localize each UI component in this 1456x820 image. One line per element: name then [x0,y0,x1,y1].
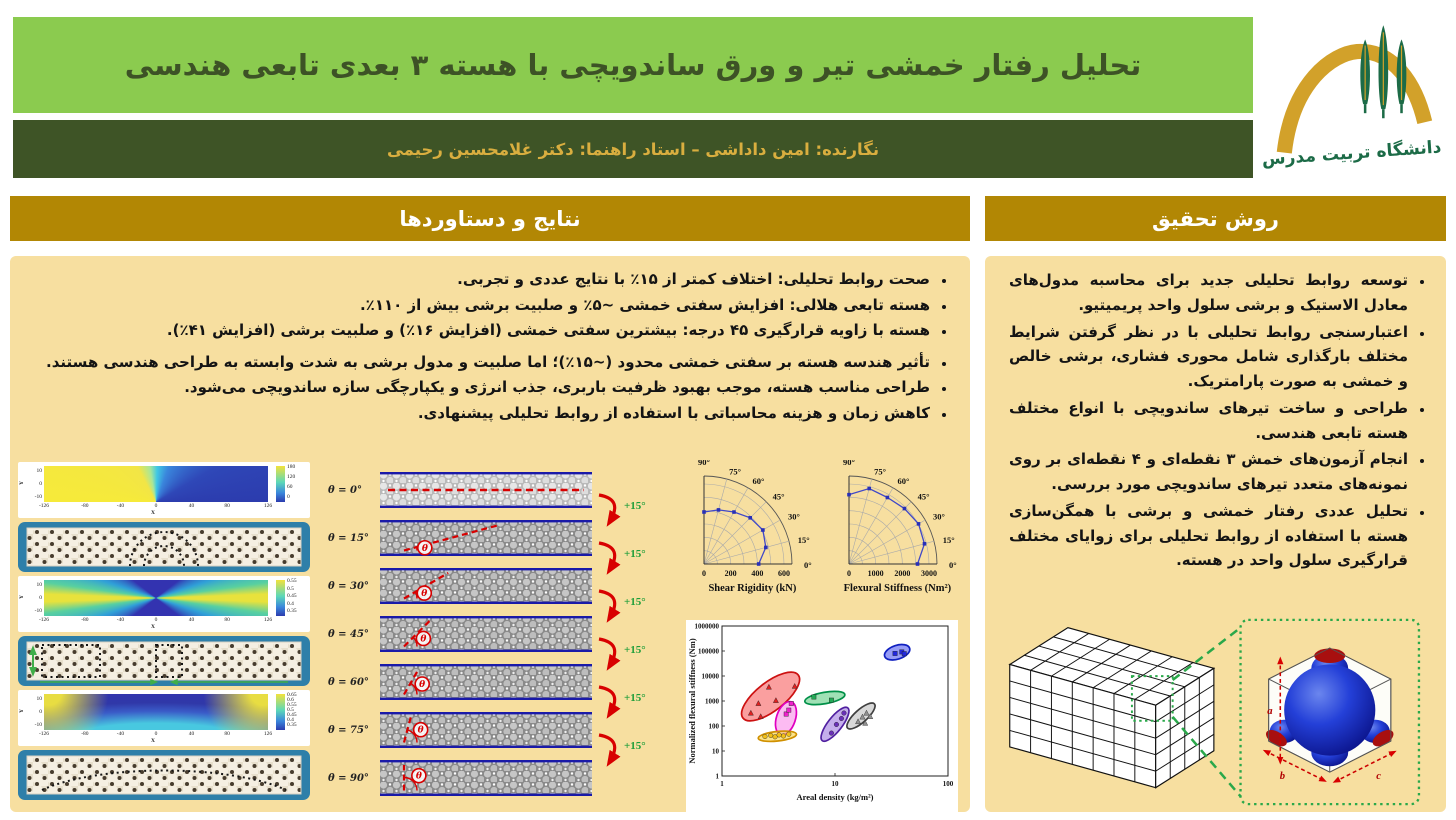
contour-tick-label: 0.4 [287,600,294,607]
svg-text:15°: 15° [942,534,955,545]
rotation-arrow [596,588,646,624]
svg-text:10000: 10000 [701,672,719,681]
colorbar [276,466,285,502]
contour-tick-label: -10 [34,607,42,614]
svg-text:θ: θ [421,543,428,554]
svg-text:75°: 75° [874,466,887,477]
polar1-svg [827,460,970,612]
contour-tick-label: -40 [116,731,125,737]
svg-text:θ: θ [421,589,428,600]
contour-tick-label: -10 [34,493,42,500]
contour-tick-label: -80 [81,731,89,737]
svg-text:1000: 1000 [867,569,884,578]
results-section-header [10,196,970,241]
logo-cypress-trees [1360,25,1406,118]
contour-tick-label: 126 [263,731,273,737]
svg-text:0°: 0° [804,560,812,570]
svg-text:1000: 1000 [705,697,719,706]
svg-text:1: 1 [715,772,719,781]
svg-text:10: 10 [712,747,719,756]
beam-photo-marked-cells [18,636,310,686]
svg-text:0: 0 [702,569,706,578]
rotation-step-label: +15° [624,500,646,512]
method-panel [985,256,1446,812]
logo-caption: دانشگاه تربیت مدرس [1261,137,1443,170]
contour-area-fan [44,466,268,502]
rotation-arrow [596,732,646,768]
strip-angle-label: θ = 75° [328,724,369,736]
method-bullet-item: • طراحی و ساخت تیرهای ساندویچی با انواع مختلف هسته تابعی هندسی. [1009,396,1410,446]
beam-photo-arch-core [18,750,310,800]
curved-arrow-icon [596,492,622,528]
strip-angle-label: θ = 60° [328,676,369,688]
title-banner [13,17,1253,113]
stiffness-density-scatter-chart [686,620,970,818]
contour-tick-label: 0 [154,617,158,623]
svg-text:200: 200 [724,569,737,578]
rotation-arrow [596,684,646,720]
svg-text:0°: 0° [949,560,957,570]
colorbar [276,580,285,616]
contour-tick-label: 10 [36,582,42,589]
contour-tick-label: 0.35 [287,608,297,614]
contour-plot-arch-field [18,690,310,746]
contour-tick-label: -126 [38,617,50,623]
contour-tick-label: 120 [287,474,296,480]
contour-tick-label: 126 [263,503,273,509]
beam-photo-semicircle-core [18,522,310,572]
contour-tick-label: 0 [154,503,158,509]
contour-tick-label: 0.55 [287,702,297,708]
results-bullet-item: • صحت روابط تحلیلی: اختلاف کمتر از ۱۵٪ با نتایج عددی و تجربی. [32,268,932,291]
strip-angle-label: θ = 15° [328,532,369,544]
contour-tick-label: 0 [287,494,290,500]
results-images-column [18,462,310,800]
curved-arrow-icon [596,684,622,720]
contour-tick-label: Y [18,481,25,485]
contour-tick-label: 80 [224,503,230,509]
lattice-block-unit-cell-figure [993,616,1433,808]
contour-tick-label: 60 [287,484,293,490]
method-bullet-item: • توسعه روابط تحلیلی جدید برای محاسبه مدول‌های معادل الاستیک و برشی سلول واحد پریمیتیو. [1009,268,1410,318]
contour-tick-label: X [151,624,155,630]
svg-text:60°: 60° [897,475,910,486]
university-logo [1256,4,1448,186]
svg-text:90°: 90° [698,460,710,467]
svg-text:1000000: 1000000 [694,622,719,631]
flexural-stiffness-polar-chart [827,460,970,616]
results-bullet-list [24,268,956,427]
svg-text:θ: θ [415,771,422,782]
svg-text:2000: 2000 [894,569,911,578]
svg-text:Areal density (kg/m²): Areal density (kg/m²) [796,792,874,802]
svg-text:Flexural Stiffness (Nm²): Flexural Stiffness (Nm²) [843,583,952,594]
svg-text:30°: 30° [788,511,800,522]
contour-tick-label: 0.6 [287,697,294,703]
contour-tick-label: -40 [116,503,125,509]
contour-tick-label: 0 [39,481,42,487]
contour-tick-label: 0.5 [287,585,294,592]
strip-angle-label: θ = 45° [328,628,369,640]
colorbar [276,694,285,730]
svg-text:θ: θ [419,680,426,690]
svg-text:b: b [1279,770,1286,782]
contour-tick-label: 0.35 [287,722,297,728]
curved-arrow-icon [596,732,622,768]
method-section-header [985,196,1446,241]
svg-text:60°: 60° [752,475,765,486]
results-bullet-item: • طراحی مناسب هسته، موجب بهبود ظرفیت باربری، جذب انرژی و یکپارچگی سازه ساندویچی می‌شود. [32,376,932,399]
svg-text:600: 600 [778,569,790,578]
contour-tick-label: -126 [38,731,50,737]
contour-tick-label: -126 [38,503,50,509]
strip-angle-label: θ = 90° [328,772,369,784]
contour-area-bowtie [44,580,268,616]
contour-tick-label: Y [18,595,25,599]
svg-text:θ: θ [417,725,424,736]
results-bullet-item: • کاهش زمان و هزینه محاسباتی با استفاده از روابط تحلیلی پیشنهادی. [32,402,932,425]
curved-arrow-icon [596,540,622,576]
results-bullet-item: • هسته تابعی هلالی: افزایش سفتی خمشی ~۵٪ و صلبیت برشی بیش از ۱۱۰٪. [32,294,932,317]
svg-text:1: 1 [720,780,724,788]
contour-tick-label: 0.55 [287,578,297,584]
svg-text:c: c [1376,770,1382,782]
contour-tick-label: X [151,738,155,744]
contour-tick-label: 10 [36,468,42,475]
contour-tick-label: -80 [81,617,89,623]
method-bullet-item: • تحلیل عددی رفتار خمشی و برشی با همگن‌سازی هسته با استفاده از روابط تحلیلی برای زوایای مختلف قرارگیری سلول واحد در هسته. [1009,499,1410,573]
lattice-strip-graphic [380,472,592,508]
contour-tick-label: 80 [224,617,230,623]
results-panel [10,256,970,812]
lattice-strip-graphic [380,520,592,556]
contour-tick-label: -10 [34,721,42,728]
svg-text:45°: 45° [772,491,785,502]
method-bullet-item: • اعتبارسنجی روابط تحلیلی با در نظر گرفتن شرایط مختلف بارگذاری شامل محوری فشاری، برشی خالص و خمشی به صورت پارامتریک. [1009,320,1410,394]
svg-text:100: 100 [708,722,719,731]
results-charts-column [682,460,970,818]
method-section-title: روش تحقیق [1151,206,1280,231]
polar-charts-row [682,460,970,616]
byline-bar [13,120,1253,178]
byline: نگارنده: امین داداشی – استاد راهنما: دکتر غلامحسین رحیمی [386,139,880,159]
contour-tick-label: 0 [39,595,42,601]
svg-text:0: 0 [847,569,851,578]
svg-text:θ: θ [420,634,427,645]
lattice-strip-graphic [380,760,592,796]
svg-text:100: 100 [942,780,954,788]
contour-tick-label: 0.45 [287,593,297,599]
contour-tick-label: 0 [39,709,42,715]
contour-tick-label: 40 [188,731,195,737]
contour-tick-label: -80 [81,503,89,509]
contour-tick-label: 180 [287,464,296,470]
core-strip-theta-90 [328,740,680,798]
method-bullet-list [1001,268,1434,575]
svg-text:10: 10 [831,780,839,788]
lattice-strip-graphic [380,664,592,700]
contour-tick-label: 0.65 [287,692,297,698]
contour-area-arch [44,694,268,730]
rotation-step-label: +15° [624,548,646,560]
results-bullet-item: • هسته با زاویه قرارگیری ۴۵ درجه: بیشترین سفتی خمشی (افزایش ۱۶٪) و صلبیت برشی (افزایش ۴۱٪). [32,319,932,342]
curved-arrow-icon [596,588,622,624]
lattice-cube-svg [993,616,1426,808]
contour-tick-label: 0.5 [287,707,294,713]
svg-text:Shear Rigidity (kN): Shear Rigidity (kN) [708,583,797,594]
results-section-title: نتایج و دستاوردها [399,206,581,231]
rotation-step-label: +15° [624,596,646,608]
university-logo-graphic [1256,4,1448,186]
rotation-arrow [596,540,646,576]
shear-rigidity-polar-chart [682,460,825,616]
svg-text:90°: 90° [843,460,855,467]
rotation-step-label: +15° [624,692,646,704]
lattice-strip-graphic [380,568,592,604]
svg-text:400: 400 [751,569,764,578]
contour-tick-label: 40 [188,503,195,509]
contour-tick-label: 126 [263,617,273,623]
svg-text:100000: 100000 [698,647,719,656]
contour-tick-label: -40 [116,617,125,623]
polar0-svg [682,460,825,612]
contour-plot-bowtie-field [18,576,310,632]
lattice-strip-graphic [380,616,592,652]
scatter-svg [686,620,958,814]
contour-tick-label: 10 [36,696,42,703]
lattice-strip-graphic [380,712,592,748]
core-orientation-strips [328,470,680,806]
svg-text:15°: 15° [797,534,810,545]
results-bullet-item: • تأثیر هندسه هسته بر سفتی خمشی محدود (~۱۵٪)؛ اما صلبیت و مدول برشی به شدت وابسته به طراحی هندسی هستند. [32,351,932,374]
strip-angle-label: θ = 0° [328,484,362,496]
contour-tick-label: 40 [188,617,195,623]
curved-arrow-icon [596,636,622,672]
contour-tick-label: 0.45 [287,712,297,718]
contour-tick-label: Y [18,709,25,713]
svg-text:Normalized flexural stiffness: Normalized flexural stiffness (Nm) [687,638,697,764]
contour-tick-label: 80 [224,731,230,737]
rotation-step-label: +15° [624,740,646,752]
rotation-arrow [596,492,646,528]
svg-text:75°: 75° [729,466,742,477]
rotation-step-label: +15° [624,644,646,656]
method-bullet-item: • انجام آزمون‌های خمش ۳ نقطه‌ای و ۴ نقطه‌ای بر روی نمونه‌های متعدد تیرهای ساندویچی مورد بررسی. [1009,447,1410,497]
contour-tick-label: X [151,510,155,516]
rotation-arrow [596,636,646,672]
svg-text:45°: 45° [917,491,930,502]
svg-text:30°: 30° [933,511,945,522]
page-title: تحلیل رفتار خمشی تیر و ورق ساندویچی با هسته ۳ بعدی تابعی هندسی [124,48,1142,82]
svg-text:a: a [1267,705,1273,717]
strip-angle-label: θ = 30° [328,580,369,592]
contour-plot-angle-field [18,462,310,518]
svg-text:3000: 3000 [921,569,937,578]
contour-tick-label: 0 [154,731,158,737]
contour-tick-label: 0.4 [287,717,294,723]
